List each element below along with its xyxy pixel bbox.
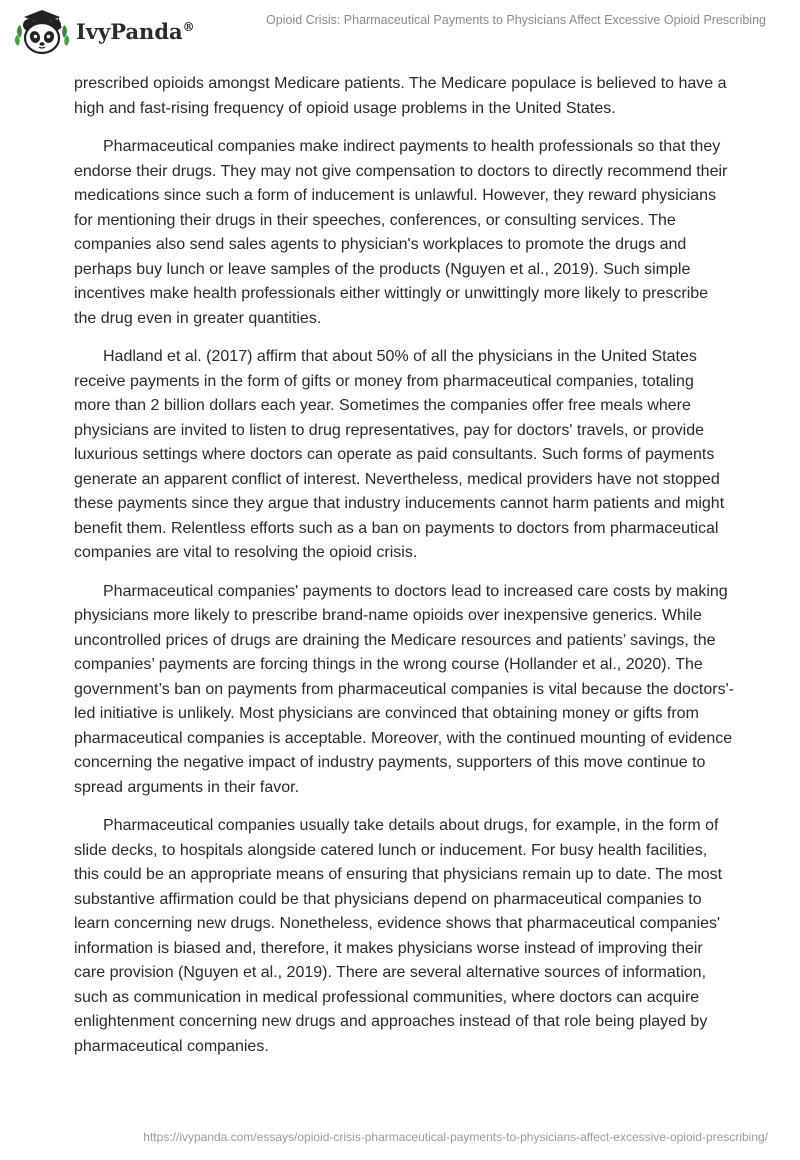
ivypanda-logo[interactable] (14, 8, 214, 58)
page-header (0, 0, 800, 64)
essay-body (74, 72, 734, 1073)
paragraph: Pharmaceutical companies usually take details about drugs, for example, in the form of slide decks, to hospitals alongside catered lunch or inducement. For busy health facilities, this could be an appropriate means of ensuring that physicians remain up to date. The most substantive affirmation could be that physicians depend on pharmaceutical companies to learn concerning new drugs. Nonetheless, evidence shows that pharmaceutical companies' information is biased and, therefore, it makes physicians worse instead of improving their care provision (Nguyen et al., 2019). There are several alternative sources of information, such as communication in medical professional communities, where doctors can acquire enlightenment concerning new drugs and approaches instead of that role being played by pharmaceutical companies. (74, 817, 723, 1055)
document-title: Opioid Crisis: Pharmaceutical Payments to Physicians Affect Excessive Opioid Prescribing (266, 13, 766, 27)
logo-wordmark: IvyPanda® (76, 19, 195, 44)
source-url[interactable]: https://ivypanda.com/essays/opioid-crisis-pharmaceutical-payments-to-physicians-affect-excessive-opioid-prescribing/ (143, 1130, 768, 1144)
paragraph-continuation: prescribed opioids amongst Medicare patients. The Medicare populace is believed to have a high and fast-rising frequency of opioid usage problems in the United States. (74, 75, 727, 117)
paragraph: Pharmaceutical companies' payments to doctors lead to increased care costs by making physicians more likely to prescribe brand-name opioids over inexpensive generics. While uncontrolled prices of drugs are draining the Medicare resources and patients’ savings, the companies’ payments are forcing things in the wrong course (Hollander et al., 2020). The government’s ban on payments from pharmaceutical companies is vital because the doctors'-led initiative is unlikely. Most physicians are convinced that obtaining money or gifts from pharmaceutical companies is acceptable. Moreover, with the continued mounting of evidence concerning the negative impact of industry payments, supporters of this move continue to spread arguments in their favor. (74, 582, 734, 796)
paragraph: Pharmaceutical companies make indirect payments to health professionals so that they endorse their drugs. They may not give compensation to doctors to directly recommend their medications since such a form of inducement is unlawful. However, they reward physicians for mentioning their drugs in their speeches, conferences, or consulting services. The companies also send sales agents to physician's workplaces to promote the drugs and perhaps buy lunch or leave samples of the products (Nguyen et al., 2019). Such simple incentives make health professionals either wittingly or unwittingly more likely to prescribe the drug even in greater quantities. (74, 138, 728, 327)
paragraph: Hadland et al. (2017) affirm that about 50% of all the physicians in the United States receive payments in the form of gifts or money from pharmaceutical companies, totaling more than 2 billion dollars each year. Sometimes the companies offer free meals where physicians are invited to listen to drug representatives, pay for doctors' travels, or provide luxurious settings where doctors can operate as paid consultants. Such forms of payments generate an apparent conflict of interest. Nevertheless, medical providers have not stopped these payments since they argue that industry inducements cannot harm patients and might benefit them. Relentless efforts such as a ban on payments to doctors from pharmaceutical companies are vital to resolving the opioid crisis. (74, 348, 725, 561)
panda-graduate-icon (14, 8, 70, 58)
